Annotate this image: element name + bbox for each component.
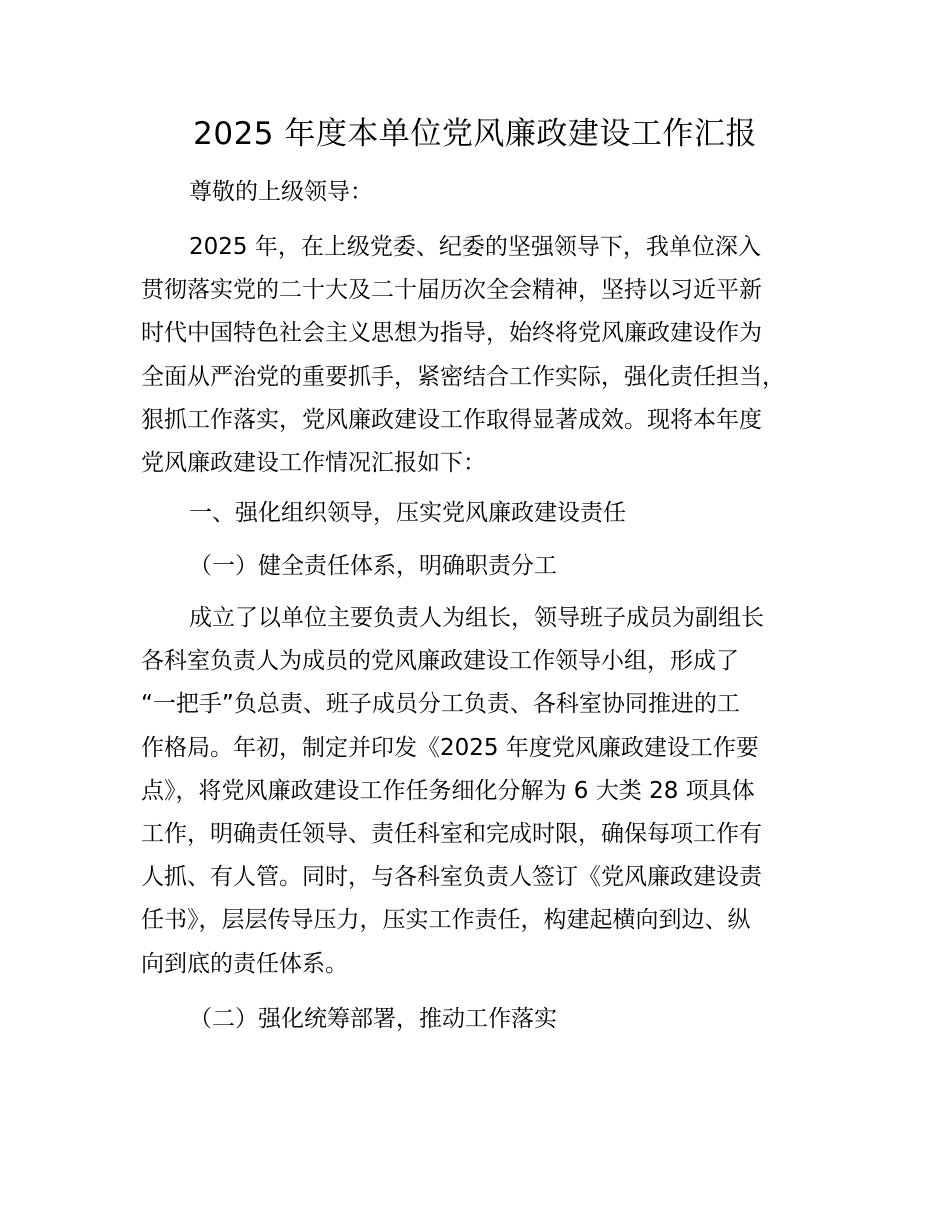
subsection-heading (141, 545, 821, 588)
paragraph-line: 人抓、有人管。同时，与各科室负责人签订《党风廉政建设责 (141, 864, 762, 891)
paragraph-line: 全面从严治党的重要抓手，紧密结合工作实际，强化责任担当， (141, 363, 785, 390)
paragraph-line: 各科室负责人为成员的党风廉政建设工作领导小组，形成了 (141, 648, 739, 675)
subsection-1-paragraph (141, 597, 821, 986)
paragraph-line: 工作，明确责任领导、责任科室和完成时限，确保每项工作有 (141, 821, 762, 848)
paragraph-line: 党风廉政建设工作情况汇报如下： (141, 450, 486, 477)
section-heading (141, 492, 821, 535)
paragraph-line: “一把手”负总责、班子成员分工负责、各科室协同推进的工 (141, 691, 740, 718)
paragraph-line: 作格局。年初，制定并印发《2025 年度党风廉政建设工作要 (141, 734, 759, 761)
paragraph-line: 2025 年，在上级党委、纪委的坚强领导下，我单位深入 (189, 234, 761, 260)
salutation-text: 尊敬的上级领导： (189, 179, 373, 205)
paragraph-line: 狠抓工作落实，党风廉政建设工作取得显著成效。现将本年度 (141, 406, 762, 433)
subsection-heading (141, 998, 821, 1041)
paragraph-line: 点》，将党风廉政建设工作任务细化分解为 6 大类 28 项具体 (141, 777, 755, 804)
paragraph-line: 成立了以单位主要负责人为组长，领导班子成员为副组长 (189, 605, 764, 631)
intro-paragraph (141, 226, 821, 485)
subsection-2-heading: （二）强化统筹部署，推动工作落实 (189, 1006, 557, 1032)
paragraph-line: 任书》，层层传导压力，压实工作责任，构建起横向到边、纵 (141, 907, 751, 934)
paragraph-line: 贯彻落实党的二十大及二十届历次全会精神，坚持以习近平新 (141, 277, 762, 304)
salutation (141, 171, 821, 214)
paragraph-line: 向到底的责任体系。 (141, 950, 348, 977)
document-title: 2025 年度本单位党风廉政建设工作汇报 (193, 116, 757, 152)
section-1-heading: 一、强化组织领导，压实党风廉政建设责任 (189, 500, 626, 526)
paragraph-line: 时代中国特色社会主义思想为指导，始终将党风廉政建设作为 (141, 320, 762, 347)
subsection-1-heading: （一）健全责任体系，明确职责分工 (189, 553, 557, 579)
